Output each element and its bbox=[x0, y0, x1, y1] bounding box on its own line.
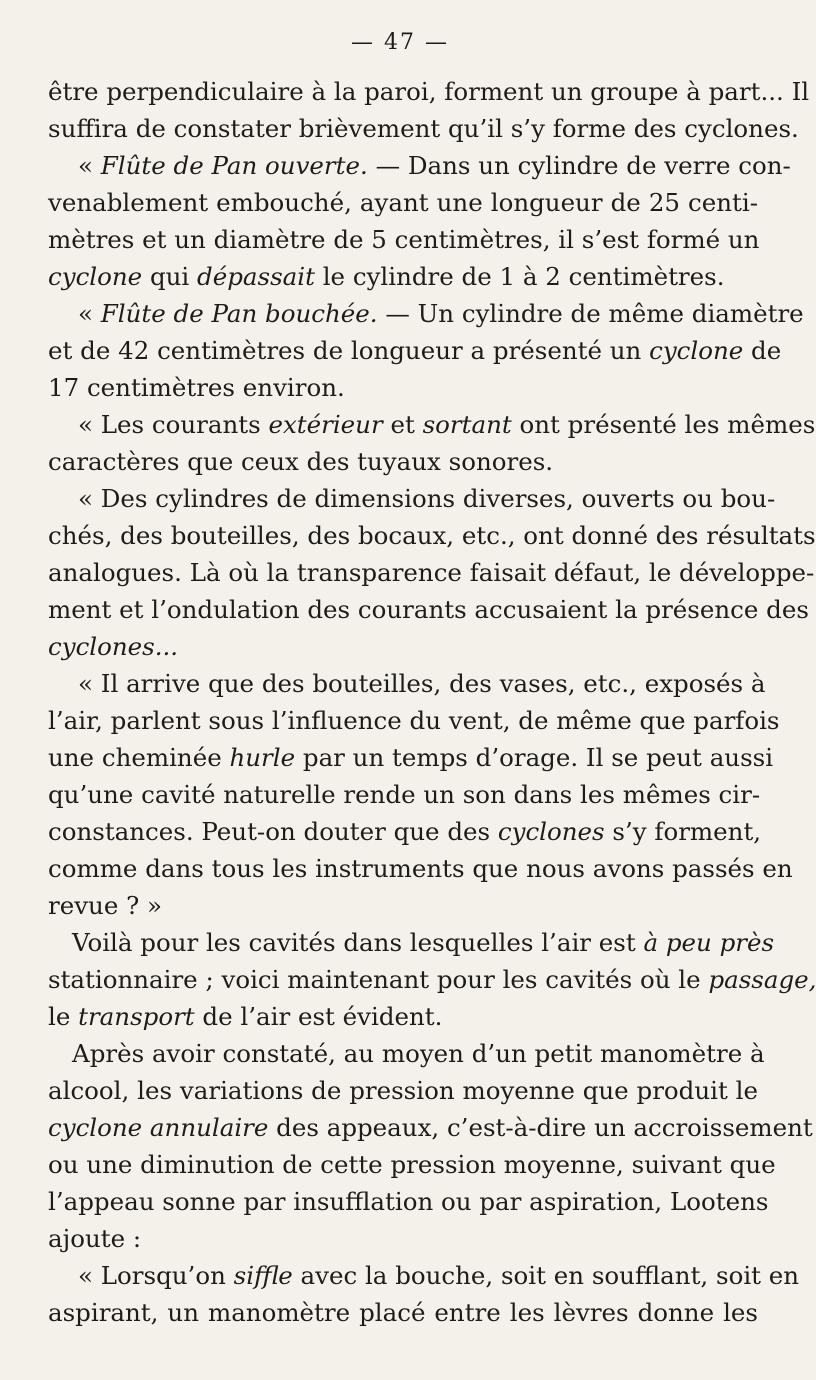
text-line bbox=[48, 777, 761, 813]
line-text: constances. Peut-on douter que des bbox=[48, 817, 498, 846]
line-text: analogues. Là où la transparence faisait défaut, le développe- bbox=[48, 558, 815, 587]
line-text: 17 centimètres environ. bbox=[48, 373, 345, 402]
italic-text: siffle bbox=[233, 1261, 293, 1290]
text-line bbox=[48, 1147, 776, 1183]
text-line bbox=[48, 370, 758, 406]
italic-text: cyclones bbox=[497, 817, 605, 846]
text-line bbox=[48, 222, 758, 258]
text-line bbox=[48, 259, 758, 295]
text-line bbox=[72, 1036, 765, 1072]
text-line bbox=[48, 629, 758, 665]
text-line bbox=[48, 1184, 769, 1220]
text-line bbox=[48, 814, 762, 850]
line-text: ment et l’ondulation des courants accusaient la présence des bbox=[48, 595, 809, 624]
italic-text: Flûte de Pan ouverte. bbox=[100, 151, 368, 180]
italic-text: cyclone bbox=[649, 336, 744, 365]
text-line bbox=[48, 999, 758, 1035]
text-line bbox=[48, 1073, 758, 1109]
line-text: revue ? » bbox=[48, 891, 163, 920]
text-line bbox=[48, 111, 799, 147]
line-text: « bbox=[78, 151, 101, 180]
line-text: chés, des bouteilles, des bocaux, etc., ont donné des résultats bbox=[48, 521, 816, 550]
text-line bbox=[48, 74, 810, 110]
italic-text: dépassait bbox=[197, 262, 315, 291]
line-text: « Des cylindres de dimensions diverses, ouverts ou bou- bbox=[78, 484, 776, 513]
italic-text: à peu près bbox=[643, 928, 775, 957]
italic-text: cyclone annulaire bbox=[48, 1113, 269, 1142]
italic-text: transport bbox=[78, 1002, 195, 1031]
line-text: être perpendiculaire à la paroi, forment un groupe à part... Il bbox=[48, 77, 810, 106]
line-text: qu’une cavité naturelle rende un son dans les mêmes cir- bbox=[48, 780, 761, 809]
text-line bbox=[48, 851, 793, 887]
line-text: mètres et un diamètre de 5 centimètres, il s’est formé un bbox=[48, 225, 760, 254]
line-text: qui bbox=[142, 262, 198, 291]
text-line bbox=[48, 740, 774, 776]
line-text: Après avoir constaté, au moyen d’un petit manomètre à bbox=[72, 1039, 765, 1068]
italic-text: sortant bbox=[422, 410, 512, 439]
italic-text: passage, bbox=[708, 965, 816, 994]
text-line bbox=[48, 555, 815, 591]
line-text: avec la bouche, soit en soufflant, soit en bbox=[292, 1261, 800, 1290]
italic-text: cyclone bbox=[48, 262, 143, 291]
line-text: et bbox=[382, 410, 423, 439]
italic-text: extérieur bbox=[268, 410, 383, 439]
line-text: « Les courants bbox=[78, 410, 269, 439]
line-text: des appeaux, c’est-à-dire un accroissement bbox=[268, 1113, 813, 1142]
line-text: caractères que ceux des tuyaux sonores. bbox=[48, 447, 554, 476]
page-number: — 47 — bbox=[351, 30, 449, 55]
line-text: l’air, parlent sous l’influence du vent, de même que parfois bbox=[48, 706, 780, 735]
text-line bbox=[78, 148, 791, 184]
italic-text: cyclones... bbox=[48, 632, 179, 661]
italic-text: hurle bbox=[229, 743, 296, 772]
text-line bbox=[48, 592, 809, 628]
line-text: aspirant, un manomètre placé entre les lèvres donne les bbox=[48, 1298, 758, 1327]
text-line bbox=[72, 925, 775, 961]
line-text: « Lorsqu’on bbox=[78, 1261, 234, 1290]
text-line bbox=[78, 481, 776, 517]
text-line bbox=[78, 296, 804, 332]
text-line bbox=[48, 1295, 758, 1331]
line-text: alcool, les variations de pression moyenne que produit le bbox=[48, 1076, 758, 1105]
text-line bbox=[48, 1221, 758, 1257]
text-line bbox=[48, 333, 782, 369]
line-text: de l’air est évident. bbox=[194, 1002, 443, 1031]
line-text: de bbox=[743, 336, 782, 365]
line-text: Voilà pour les cavités dans lesquelles l’air est bbox=[72, 928, 644, 957]
line-text: ont présenté les mêmes bbox=[511, 410, 816, 439]
italic-text: Flûte de Pan bouchée. bbox=[100, 299, 378, 328]
text-line bbox=[48, 444, 758, 480]
text-line bbox=[48, 962, 816, 998]
line-text: l’appeau sonne par insufflation ou par aspiration, Lootens bbox=[48, 1187, 769, 1216]
text-line bbox=[78, 1258, 800, 1294]
text-line bbox=[48, 1110, 813, 1146]
line-text: par un temps d’orage. Il se peut aussi bbox=[295, 743, 774, 772]
line-text: « bbox=[78, 299, 101, 328]
line-text: « Il arrive que des bouteilles, des vases, etc., exposés à bbox=[78, 669, 766, 698]
text-line bbox=[48, 888, 758, 924]
line-text: et de 42 centimètres de longueur a présenté un bbox=[48, 336, 650, 365]
line-text: le bbox=[48, 1002, 79, 1031]
text-line bbox=[78, 407, 816, 443]
line-text: comme dans tous les instruments que nous avons passés en bbox=[48, 854, 793, 883]
line-text: une cheminée bbox=[48, 743, 230, 772]
text-line bbox=[48, 703, 780, 739]
line-text: venablement embouché, ayant une longueur de 25 centi- bbox=[48, 188, 758, 217]
line-text: ajoute : bbox=[48, 1224, 142, 1253]
line-text: le cylindre de 1 à 2 centimètres. bbox=[314, 262, 725, 291]
line-text: s’y forment, bbox=[604, 817, 762, 846]
text-line bbox=[78, 666, 766, 702]
line-text: — Un cylindre de même diamètre bbox=[377, 299, 804, 328]
line-text: suffira de constater brièvement qu’il s’y forme des cyclones. bbox=[48, 114, 799, 143]
text-line bbox=[48, 185, 758, 221]
text-line bbox=[48, 518, 816, 554]
line-text: stationnaire ; voici maintenant pour les cavités où le bbox=[48, 965, 709, 994]
line-text: — Dans un cylindre de verre con- bbox=[367, 151, 791, 180]
line-text: ou une diminution de cette pression moyenne, suivant que bbox=[48, 1150, 776, 1179]
